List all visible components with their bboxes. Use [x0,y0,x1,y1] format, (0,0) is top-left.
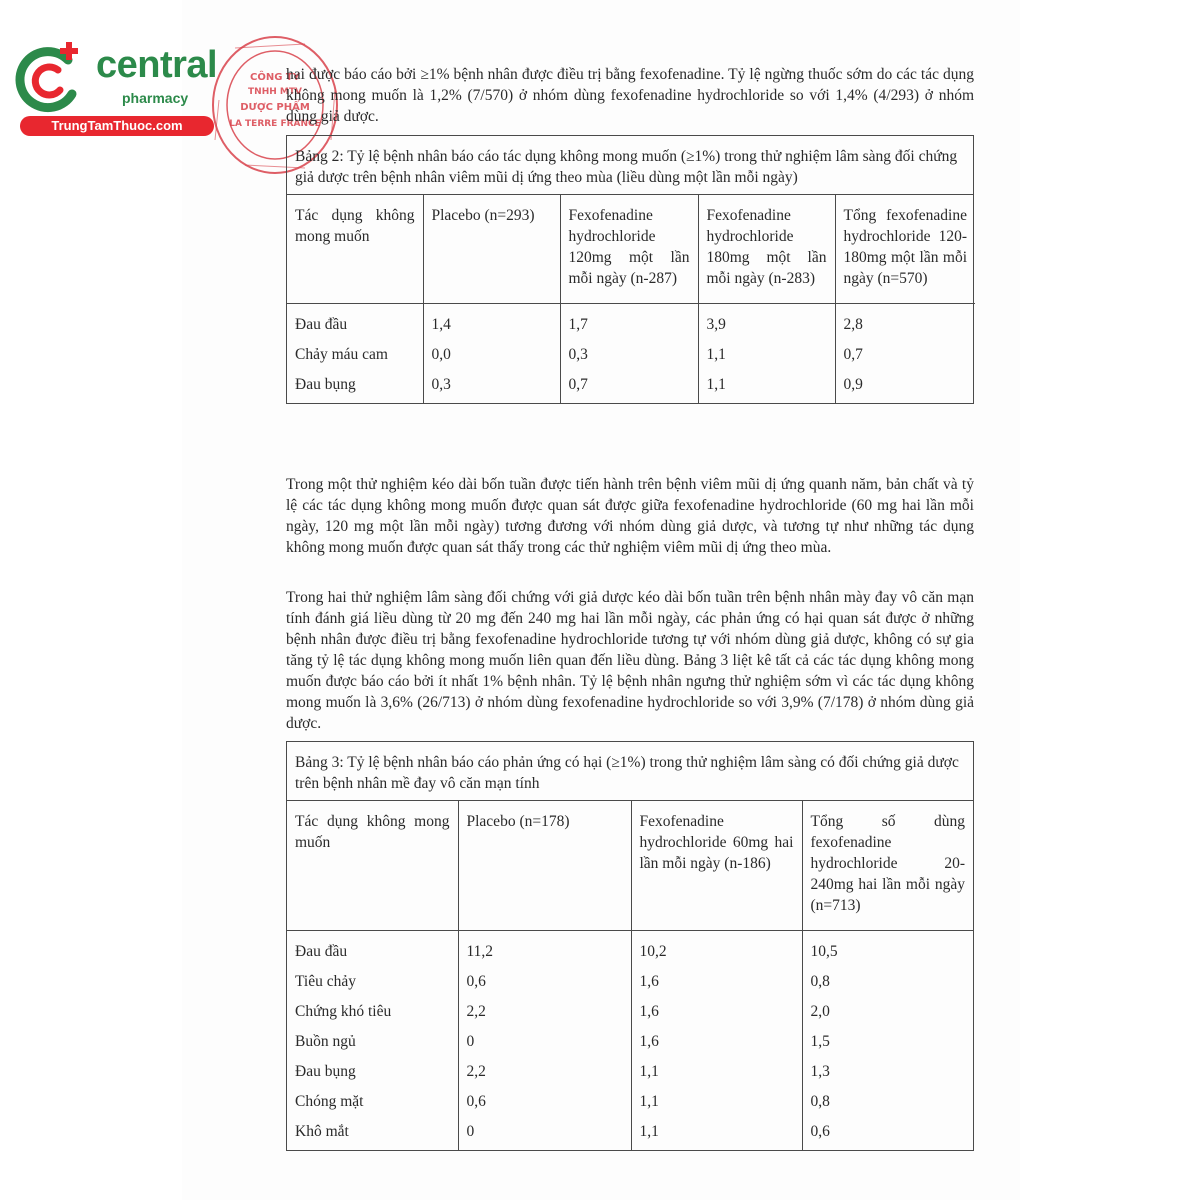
table-3-header: Fexofenadine hydrochloride 60mg hai lần mỗi ngày (n-186) [631,801,802,931]
table-cell: Đau bụng [287,1057,458,1087]
table-2-header: Fexofenadine hydrochloride 180mg một lần mỗi ngày (n-283) [698,195,835,304]
svg-text:CÔNG TY: CÔNG TY [250,72,300,83]
table-cell: 2,2 [458,1057,631,1087]
table-row [287,340,975,370]
table-row [287,1087,973,1117]
svg-text:LA TERRE FRANCE: LA TERRE FRANCE [229,119,321,129]
table-3-header: Placebo (n=178) [458,801,631,931]
table-cell: Buồn ngủ [287,1027,458,1057]
central-pharmacy-logo[interactable] [10,40,225,140]
table-cell: 11,2 [458,931,631,968]
table-cell: 0,3 [560,340,698,370]
table-cell: Chảy máu cam [287,340,423,370]
table-cell: 1,6 [631,967,802,997]
table-cell: 1,1 [631,1087,802,1117]
table-row [287,304,975,341]
table-row [287,370,975,403]
table-cell: 1,6 [631,1027,802,1057]
table-cell: 1,4 [423,304,560,341]
table-2-header: Tác dụng không mong muốn [287,195,423,304]
table-cell: 0,8 [810,1093,830,1110]
table-cell: 1,6 [631,997,802,1027]
table-2 [286,135,974,404]
table-cell: 0 [458,1117,631,1150]
table-cell: 0,0 [423,340,560,370]
table-cell: 2,0 [810,1003,830,1020]
table-cell: 1,1 [631,1057,802,1087]
table-2-header: Placebo (n=293) [423,195,560,304]
table-cell: 0,8 [810,973,830,990]
logo-site-url[interactable]: TrungTamThuoc.com [20,116,214,136]
table-cell: 10,5 [810,943,838,960]
table-3 [286,741,974,1151]
logo-brand-name: central [96,44,218,86]
table-2-header-row [287,195,975,304]
table-cell: 0,9 [843,376,863,393]
table-cell: 1,7 [560,304,698,341]
table-cell: 2,2 [458,997,631,1027]
table-3-header: Tổng số dùng fexofenadine hydrochloride 20-240mg hai lần mỗi ngày (n=713) [802,801,973,931]
intro-paragraph: hai được báo cáo bởi ≥1% bệnh nhân được điều trị bằng fexofenadine. Tỷ lệ ngừng thuốc sớm do các tác dụng không mong muốn là 1,2% (7/570) ở nhóm dùng fexofenadine hydrochloride so với 1,4% (4/293) ở nhóm dùng giả dược. [286,66,974,125]
table-row [287,931,973,968]
table-3-caption: Bảng 3: Tỷ lệ bệnh nhân báo cáo phản ứng có hại (≥1%) trong thử nghiệm lâm sàng có đối chứng giả dược trên bệnh nhân mề đay vô căn mạn tính [287,742,973,801]
table-cell: 0,3 [423,370,560,403]
svg-text:TNHH MTV: TNHH MTV [248,87,302,97]
table-3-grid [287,801,973,1150]
table-cell: Chứng khó tiêu [287,997,458,1027]
table-row [287,997,973,1027]
table-cell: Tiêu chảy [287,967,458,997]
table-cell: 1,1 [698,340,835,370]
table-cell: Chóng mặt [287,1087,458,1117]
table-cell: Đau đầu [287,304,423,341]
table-cell: 0,6 [458,967,631,997]
logo-subtitle: pharmacy [122,90,189,106]
svg-text:DƯỢC PHẨM: DƯỢC PHẨM [240,102,310,113]
table-cell: 3,9 [698,304,835,341]
table-cell: Đau đầu [287,931,458,968]
table-cell: 0 [458,1027,631,1057]
table-row [287,1117,973,1150]
table-row [287,1057,973,1087]
table-3-header-row [287,801,973,931]
paragraph-urticaria-trials: Trong hai thử nghiệm lâm sàng đối chứng với giả dược kéo dài bốn tuần trên bệnh nhân mày đay vô căn mạn tính đánh giá liều dùng từ 20 mg đến 240 mg hai lần mỗi ngày, các phản ứng có hại quan sát được ở những bệnh nhân được điều trị bằng fexofenadine hydrochloride tương tự với nhóm dùng giả dược, không có sự gia tăng tỷ lệ tác dụng không mong muốn liên quan đến liều dùng. Bảng 3 liệt kê tất cả các tác dụng không mong muốn được báo cáo bởi ít nhất 1% bệnh nhân. Tỷ lệ bệnh nhân ngưng thử nghiệm sớm vì các tác dụng không mong muốn là 3,6% (26/713) ở nhóm dùng fexofenadine hydrochloride so với 3,9% (7/178) ở nhóm dùng giả dược. [286,589,974,732]
table-cell: 0,6 [458,1087,631,1117]
table-cell: Đau bụng [287,370,423,403]
logo-mark-icon [10,40,90,120]
table-row [287,967,973,997]
table-cell: Khô mắt [287,1117,458,1150]
table-cell: 0,6 [810,1123,830,1140]
table-2-caption: Bảng 2: Tỷ lệ bệnh nhân báo cáo tác dụng không mong muốn (≥1%) trong thử nghiệm lâm sàng đối chứng giả dược trên bệnh nhân viêm mũi dị ứng theo mùa (liều dùng một lần mỗi ngày) [287,136,973,195]
table-cell: 1,1 [631,1117,802,1150]
table-cell: 0,7 [560,370,698,403]
table-row [287,1027,973,1057]
table-2-header: Fexofenadine hydrochloride 120mg một lần mỗi ngày (n-287) [560,195,698,304]
table-cell: 2,8 [843,316,863,333]
table-cell: 1,5 [810,1033,830,1050]
table-2-grid [287,195,975,403]
table-3-header: Tác dụng không mong muốn [287,801,458,931]
table-cell: 1,1 [698,370,835,403]
paragraph-perennial-rhinitis: Trong một thử nghiệm kéo dài bốn tuần được tiến hành trên bệnh viêm mũi dị ứng quanh năm, bản chất và tỷ lệ các tác dụng không mong muốn được quan sát được giữa fexofenadine hydrochloride (60 mg hai lần mỗi ngày, 120 mg một lần mỗi ngày) tương đương với nhóm dùng giả dược, và tương tự như những tác dụng không mong muốn được quan sát thấy trong các thử nghiệm viêm mũi dị ứng theo mùa. [286,476,974,556]
table-cell: 1,3 [810,1063,830,1080]
table-cell: 10,2 [631,931,802,968]
table-cell: 0,7 [843,346,863,363]
table-2-header: Tổng fexofenadine hydrochloride 120-180mg một lần mỗi ngày (n=570) [835,195,975,304]
